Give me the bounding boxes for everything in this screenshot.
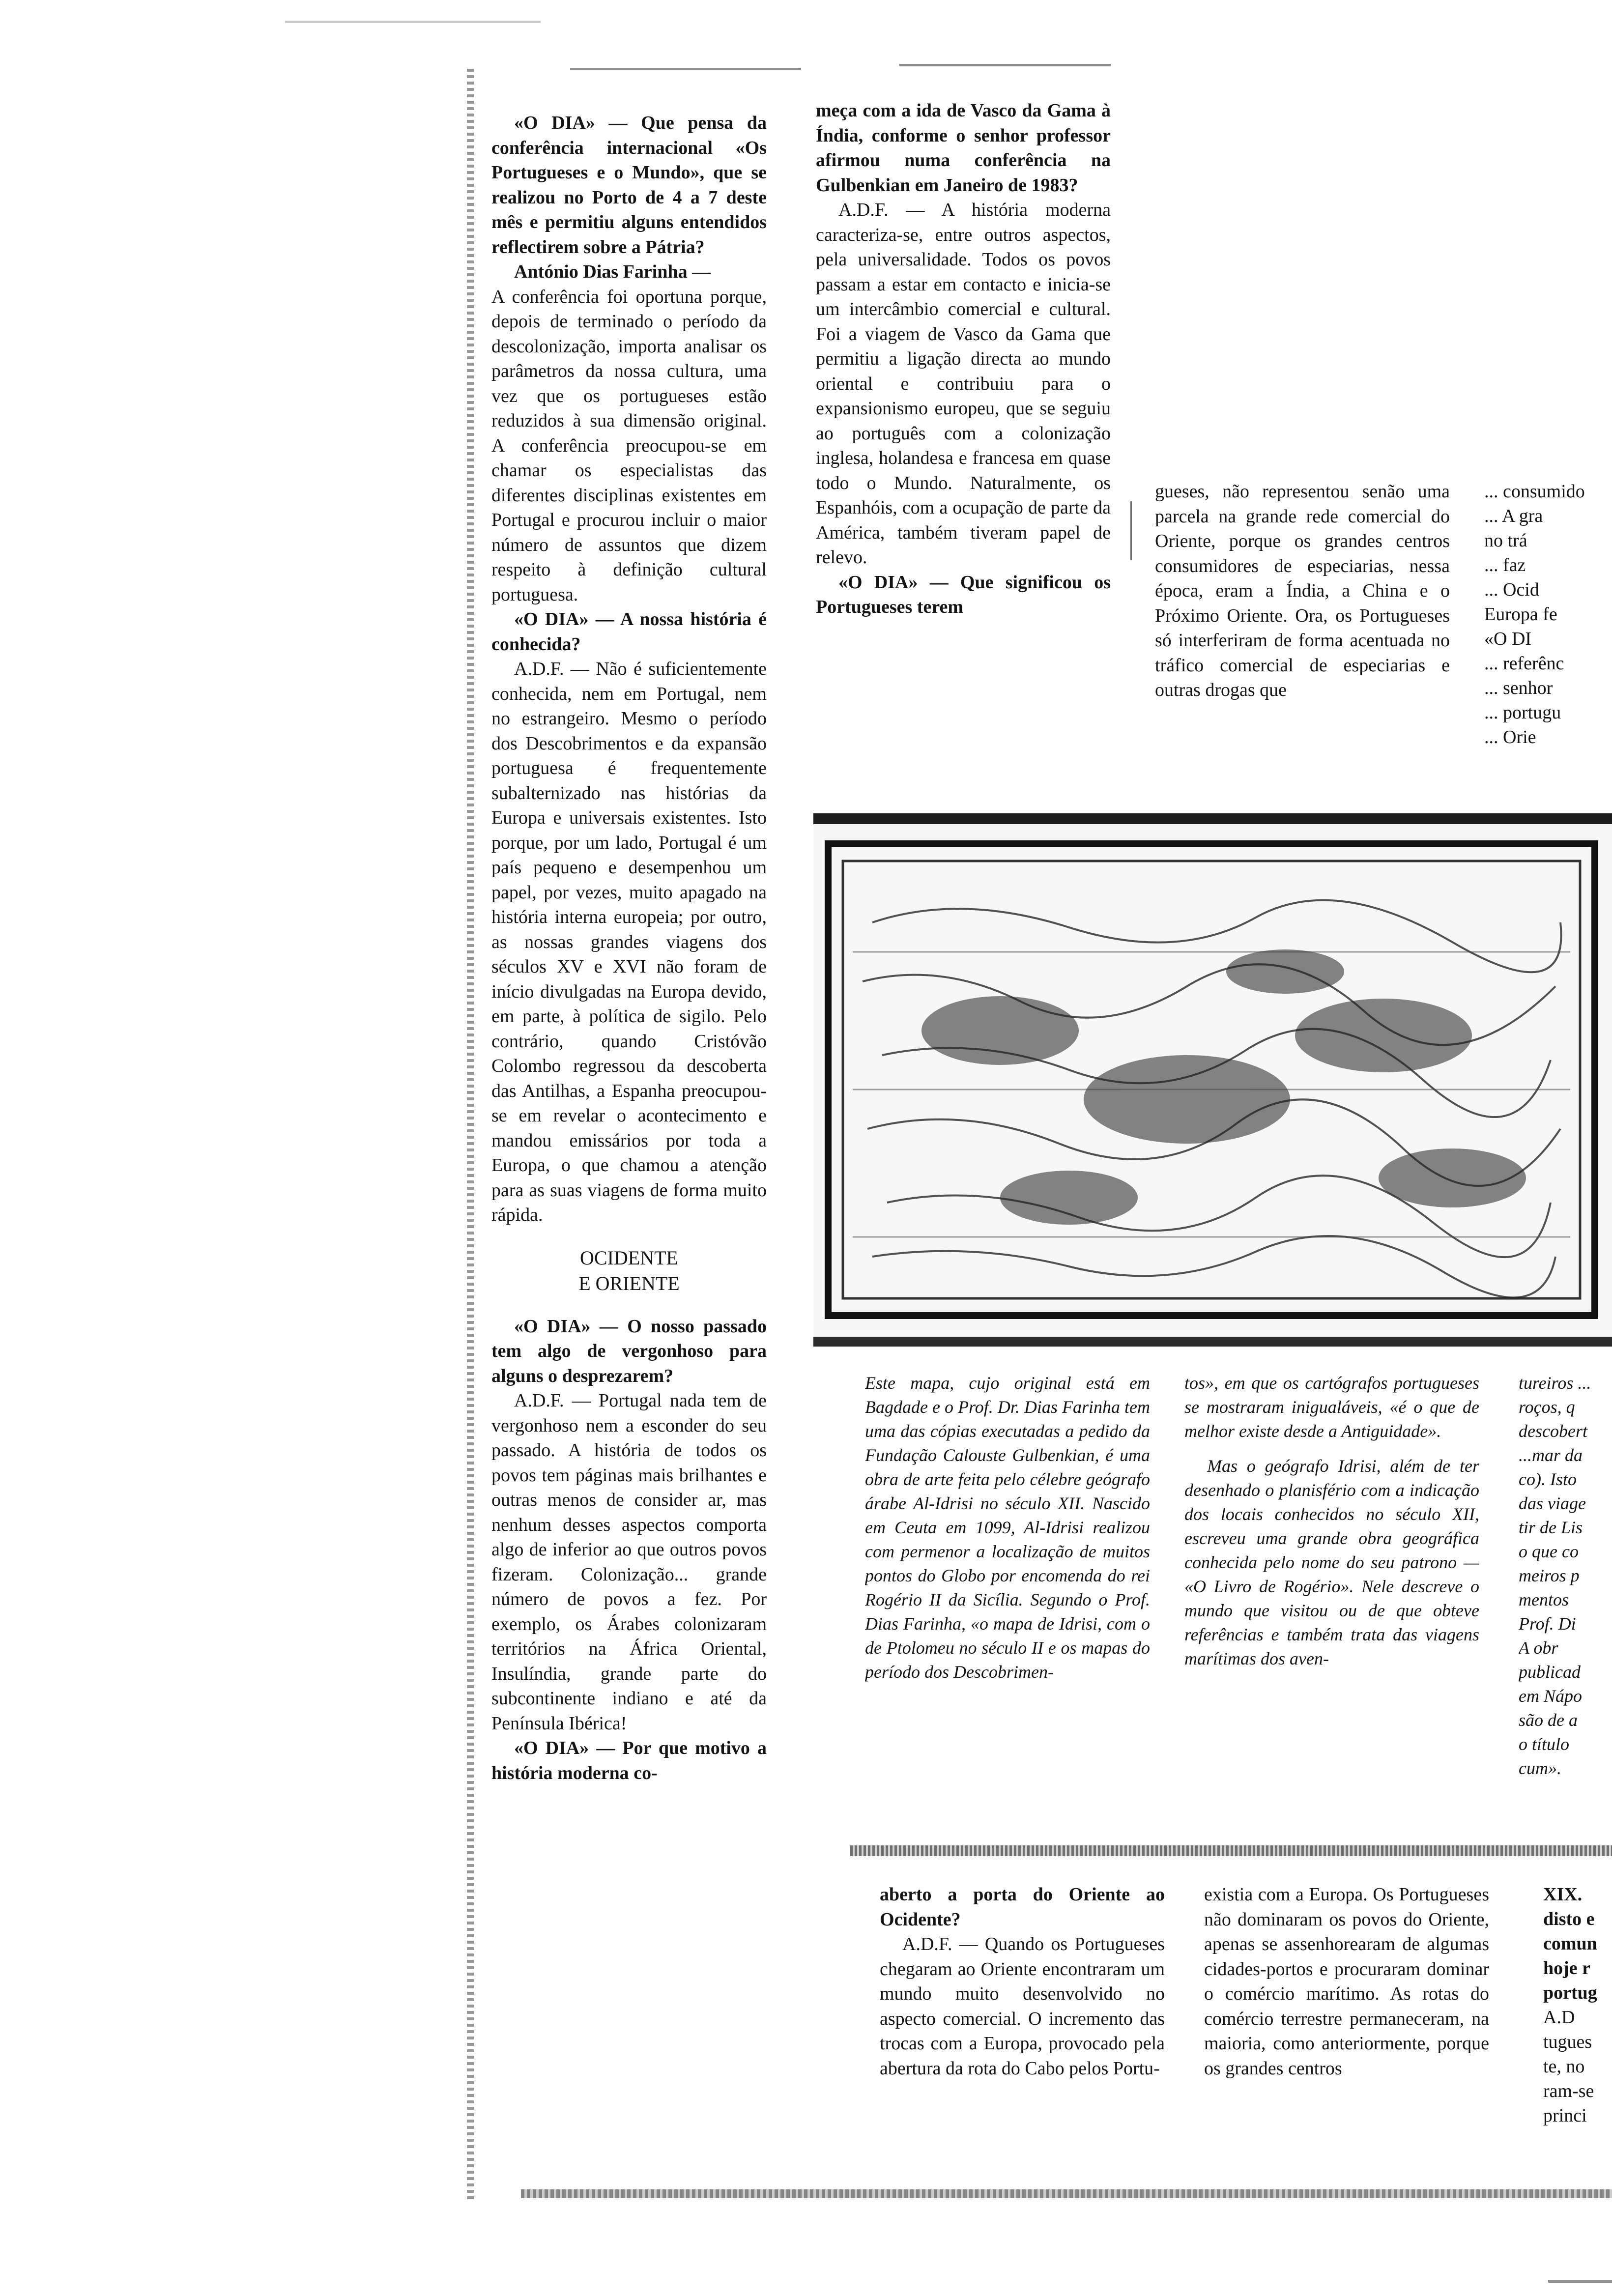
text-fragment: princi bbox=[1543, 2105, 1587, 2126]
interview-question: «O DIA» — Que significou os Portugueses terem bbox=[816, 572, 1111, 617]
section-heading-line: E ORIENTE bbox=[578, 1272, 680, 1294]
answer-paragraph: A.D.F. — A história moderna caracteriza-se, entre outros aspectos, pela universalidade. Todos os povos passam a estar em contacto e inicia-se um intercâmbio comercial e cultural. Foi a viagem de Vasco da Gama que permitiu a ligação directa ao mundo oriental e contribuiu para o expansionismo europeu, que se seguiu ao português com a colonização inglesa, holandesa e francesa em quase todo o Mundo. Naturalmente, os Espanhóis, com a ocupação de parte da América, também tiveram papel de relevo. bbox=[816, 200, 1111, 568]
map-caption: tos», em que os cartógrafos portugueses se mostraram inigualáveis, «é o que de melhor existe desde a Antiguidade». bbox=[1184, 1373, 1479, 1441]
interview-question: «O DIA» — O nosso passado tem algo de vergonhoso para alguns o desprezarem? bbox=[491, 1316, 767, 1386]
page-left-edge bbox=[467, 69, 474, 2202]
section-separator bbox=[850, 1845, 1612, 1856]
answer-paragraph: A.D.F. — Não é suficientemente conhecida, nem em Portugal, nem no estrangeiro. Mesmo o período dos Descobrimentos e da expansão portuguesa é frequentemente subalternizado nas histórias da Europa e universais existentes. Isto porque, por um lado, Portugal é um país pequeno e desempenhou um papel, por vezes, muito apagado na história interna europeia; por outro, as nossas grandes viagens dos séculos XV e XVI não foram de início divulgadas na Europa devido, em parte, à política de sigilo. Pelo contrário, quando Cristóvão Colombo regressou da descoberta das Antilhas, a Espanha preocupou-se em revelar o acontecimento e mandou emissários por toda a Europa, o que chamou a atenção para as suas viagens de forma muito rápida. bbox=[491, 659, 767, 1225]
article-column-2 bbox=[816, 98, 1111, 767]
text-fragment: A.D bbox=[1543, 2007, 1575, 2028]
text-fragment: Prof. Di bbox=[1519, 1614, 1576, 1634]
page-bottom-edge bbox=[521, 2189, 1612, 2198]
text-fragment: te, no bbox=[1543, 2056, 1585, 2077]
text-fragment: ram-se bbox=[1543, 2081, 1594, 2101]
text-fragment: XIX. bbox=[1543, 1884, 1583, 1905]
text-fragment: Europa fe bbox=[1484, 604, 1557, 625]
answer-paragraph: A conferência foi oportuna porque, depois de terminado o período da descolonização, importa analisar os parâmetros da nossa cultura, uma vez que os portugueses estão reduzidos à sua dimensão original. A conferência preocupou-se em chamar os especialistas das diferentes disciplinas existentes em Portugal e procurou incluir o maior número de assuntos que dizem respeito à definição cultural portuguesa. bbox=[491, 286, 767, 605]
text-fragment: tureiros ... bbox=[1519, 1373, 1591, 1393]
answer-paragraph: A.D.F. — Portugal nada tem de vergonhoso nem a esconder do seu passado. A história de todos os povos tem páginas mais brilhantes e outras menos de consider ar, mas nenhum desses aspectos comporta algo de inferior ao que outros povos fizeram. Colonização... grande número de povos a fez. Por exemplo, os Árabes colonizaram territórios na África Oriental, Insulíndia, grande parte do subcontinente indiano e até da Península Ibérica! bbox=[491, 1390, 767, 1734]
text-fragment: das viage bbox=[1519, 1493, 1586, 1513]
scan-artifact-top bbox=[899, 64, 1111, 66]
answer-paragraph: existia com a Europa. Os Portugueses não dominaram os povos do Oriente, apenas se assenhorearam de algumas cidades-portos e procuraram dominar o comércio marítimo. As rotas do comércio terrestre permaneceram, na maioria, como anteriormente, porque os grandes centros bbox=[1204, 1884, 1489, 2079]
idrisi-map-photo bbox=[813, 813, 1612, 1347]
interview-question-continued: aberto a porta do Oriente ao Ocidente? bbox=[880, 1884, 1165, 1930]
text-fragment: portug bbox=[1543, 1982, 1597, 2003]
text-fragment: ... senhor bbox=[1484, 678, 1553, 698]
text-fragment: são de a bbox=[1519, 1710, 1578, 1730]
section-heading-line: OCIDENTE bbox=[580, 1246, 678, 1269]
article-bottom-column-2 bbox=[1204, 1882, 1489, 2172]
text-fragment: roços, q bbox=[1519, 1397, 1575, 1417]
text-fragment: no trá bbox=[1484, 530, 1527, 551]
text-fragment: ... Ocid bbox=[1484, 579, 1539, 600]
answer-lead: António Dias Farinha — bbox=[514, 261, 711, 282]
interview-question: «O DIA» — Por que motivo a história moderna co- bbox=[491, 1738, 767, 1783]
text-fragment: ... referênc bbox=[1484, 653, 1564, 674]
map-caption: Mas o geógrafo Idrisi, além de ter desenhado o planisfério com a indicação dos locais conhecidos no século XII, escreveu uma grande obra geográfica conhecida pelo nome do seu patrono — «O Livro de Rogério». Nele descreve o mundo que visitou ou de que obteve referências e também trata das viagens marítimas dos aven- bbox=[1184, 1456, 1479, 1668]
answer-paragraph: A.D.F. — Quando os Portugueses chegaram ao Oriente encontraram um mundo muito desenvolvido no aspecto comercial. O incremento das trocas com a Europa, provocado pela abertura da rota do Cabo pelos Portu- bbox=[880, 1934, 1165, 2079]
article-column-3 bbox=[1155, 479, 1450, 774]
text-fragment: ... Orie bbox=[1484, 727, 1536, 747]
text-fragment: tugues bbox=[1543, 2032, 1592, 2052]
text-fragment: o que co bbox=[1519, 1542, 1579, 1561]
text-fragment: disto e bbox=[1543, 1909, 1595, 1929]
text-fragment: ... portugu bbox=[1484, 702, 1561, 723]
scan-artifact-top bbox=[570, 68, 801, 70]
text-fragment: descobert bbox=[1519, 1421, 1587, 1441]
section-heading bbox=[491, 1245, 767, 1296]
text-fragment: hoje r bbox=[1543, 1958, 1591, 1979]
text-fragment: meiros p bbox=[1519, 1566, 1580, 1585]
text-fragment: co). Isto bbox=[1519, 1469, 1577, 1489]
article-column-4-clipped bbox=[1484, 479, 1612, 774]
text-fragment: o título bbox=[1519, 1734, 1570, 1754]
text-fragment: em Nápo bbox=[1519, 1686, 1582, 1706]
map-illustration bbox=[813, 824, 1612, 1337]
text-fragment: ... consumido bbox=[1484, 481, 1585, 502]
map-caption-column-3-clipped bbox=[1519, 1371, 1612, 1833]
column-divider bbox=[1130, 501, 1132, 560]
map-caption: Este mapa, cujo original está em Bagdade e o Prof. Dr. Dias Farinha tem uma das cópias executadas a pedido da Fundação Calouste Gulbenkian, é uma obra de arte feita pelo célebre geógrafo árabe Al-Idrisi no século XII. Nascido em Ceuta em 1099, Al-Idrisi realizou com permenor a localização de muitos pontos do Globo por encomenda do rei Rogério II da Sicília. Segundo o Prof. Dias Farinha, «o mapa de Idrisi, com o de Ptolomeu no século II e os mapas do período dos Descobrimen- bbox=[865, 1373, 1150, 1682]
interview-question: «O DIA» — Que pensa da conferência internacional «Os Portugueses e o Mundo», que se realizou no Porto de 4 a 7 deste mês e permitiu alguns entendidos reflectirem sobre a Pátria? bbox=[491, 113, 767, 258]
scan-artifact-top bbox=[285, 21, 541, 23]
interview-question-continued: meça com a ida de Vasco da Gama à Índia, conforme o senhor professor afirmou numa conferência na Gulbenkian em Janeiro de 1983? bbox=[816, 100, 1111, 196]
text-fragment: publicad bbox=[1519, 1662, 1581, 1682]
text-fragment: comun bbox=[1543, 1933, 1597, 1954]
map-caption-column-2 bbox=[1184, 1371, 1479, 1828]
interview-question: «O DIA» — A nossa história é conhecida? bbox=[491, 609, 767, 655]
text-fragment: mentos bbox=[1519, 1590, 1569, 1609]
text-fragment: ... faz bbox=[1484, 555, 1526, 575]
answer-paragraph bbox=[491, 259, 767, 285]
map-caption-column-1 bbox=[865, 1371, 1150, 1828]
text-fragment: tir de Lis bbox=[1519, 1518, 1583, 1537]
text-fragment: cum». bbox=[1519, 1758, 1561, 1778]
scan-artifact-right bbox=[1548, 2280, 1612, 2283]
answer-paragraph: gueses, não representou senão uma parcela na grande rede comercial do Oriente, porque os grandes centros consumidores de especiarias, nessa época, eram a Índia, a China e o Próximo Oriente. Ora, os Portugueses só interferiram de forma acentuada no tráfico comercial de especiarias e outras drogas que bbox=[1155, 481, 1450, 700]
article-bottom-column-3-clipped bbox=[1543, 1882, 1612, 2157]
article-bottom-column-1 bbox=[880, 1882, 1165, 2172]
article-column-1 bbox=[491, 111, 767, 2170]
text-fragment: ...mar da bbox=[1519, 1445, 1583, 1465]
text-fragment: A obr bbox=[1519, 1638, 1558, 1658]
text-fragment: «O DI bbox=[1484, 629, 1532, 649]
text-fragment: ... A gra bbox=[1484, 506, 1543, 526]
